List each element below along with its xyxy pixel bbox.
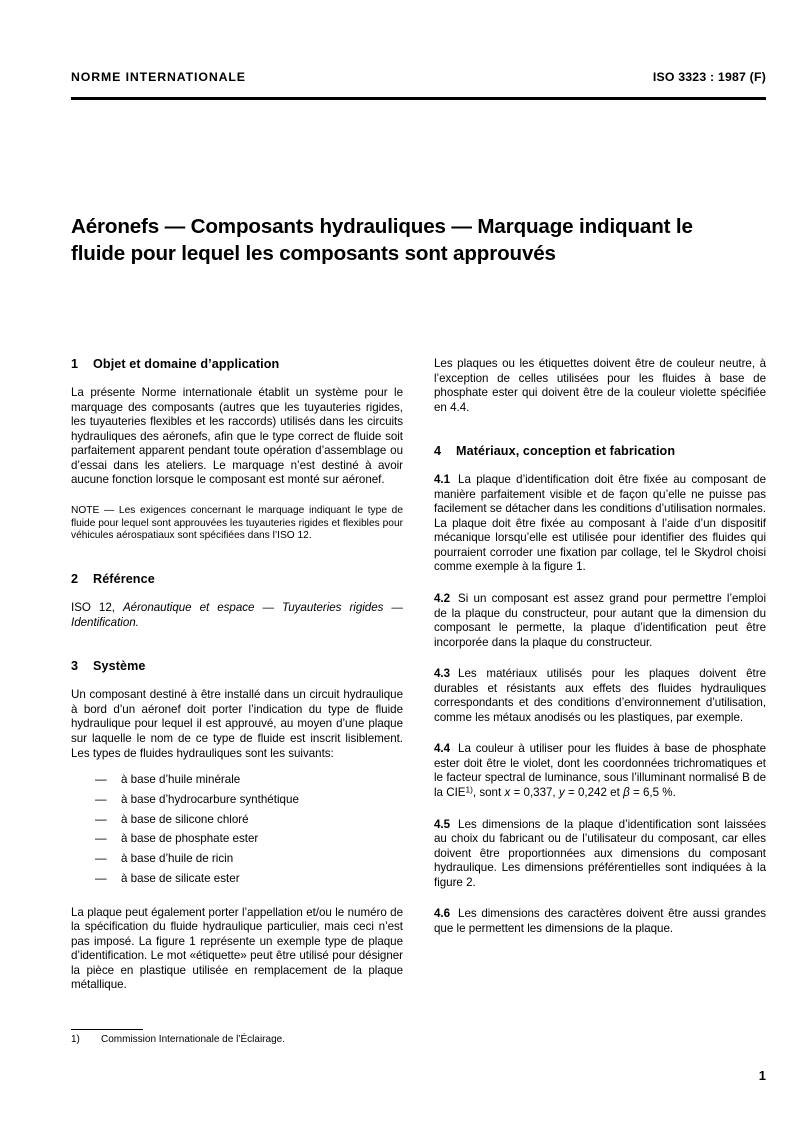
clause-number-4-5: 4.5 [434,817,451,831]
list-item [71,793,403,808]
footnote-text: Commission Internationale de l’Éclairage. [101,1034,285,1045]
footnote-divider-rule [71,1029,143,1030]
clause-text-4-4-part2: , sont [472,786,505,800]
list-item-label: à base d’hydrocarbure synthétique [121,792,299,806]
section-2-reference [71,601,403,630]
right-column-intro-paragraph: Les plaques ou les étiquettes doivent être de couleur neutre, à l’exception de celles utilisées pour les fluides à base de phosphate ester qui doivent être de la couleur violette spécifiée en 4.4. [434,357,766,414]
section-1-note: NOTE — Les exigences concernant le marquage indiquant le type de fluide pour lequel sont approuvées les tuyauteries rigides et flexibles pour véhicules aérospatiaux sont spécifiées dans l’ISO 12. [71,504,403,542]
value-x: = 0,337, [510,786,559,800]
clause-text-4-6: Les dimensions des caractères doivent être aussi grandes que le permettent les dimensions de la plaque. [434,907,766,935]
clause-text-4-3: Les matériaux utilisés pour les plaques doivent être durables et résistants aux effets des fluides hydrauliques correspondants et des conditions d’environnement d’utilisation, comme les métaux anodisés ou les plastiques, par exemple. [434,667,766,724]
clause-text-4-5: Les dimensions de la plaque d’identification sont laissées au choix du fabricant ou de l’utilisateur du composant, car elles doivent être proportionnées aux dimensions du composant hydraulique. Les dimensions préférentielles sont indiquées à la figure 2. [434,817,766,889]
clause-4-3 [434,667,766,725]
clause-number-4-2: 4.2 [434,592,451,606]
section-3-paragraph: Un composant destiné à être installé dans un circuit hydraulique à bord d’un aéronef doit porter l’indication du type de fluide hydraulique pour lequel il est approuvé, au moyen d’une plaque sur laquelle le nom de ce type de fluide est inscrit lisiblement. Les types de fluides hydrauliques sont les suivants: [71,688,403,760]
list-dash-icon: — [95,773,107,787]
section-title-1: Objet et domaine d’application [93,357,280,371]
value-y: = 0,242 et [564,786,624,800]
section-title-4: Matériaux, conception et fabrication [456,444,676,459]
list-dash-icon: — [95,792,107,806]
footnote-number: 1) [71,1034,80,1045]
clause-4-1 [434,473,766,575]
list-item-label: à base d’huile minérale [121,773,241,787]
section-number-4: 4 [434,444,442,459]
list-item-label: à base d’huile de ricin [121,852,234,866]
footnote-marker-cie: 1) [465,784,473,795]
list-dash-icon: — [95,812,107,826]
clause-number-4-6: 4.6 [434,907,451,921]
header-standard-type: NORME INTERNATIONALE [71,70,246,84]
variable-y: y [558,786,565,800]
clause-number-4-3: 4.3 [434,667,451,681]
list-item-label: à base de silicone chloré [121,812,249,826]
clause-4-4 [434,742,766,800]
list-item-label: à base de silicate ester [121,871,240,885]
clause-4-2 [434,592,766,650]
section-number-1: 1 [71,357,79,371]
clause-4-6 [434,907,766,936]
value-beta: = 6,5 %. [629,786,676,800]
left-column [71,357,403,993]
section-1-paragraph: La présente Norme internationale établit un système pour le marquage des composants (autres que les tuyauteries rigides, les tuyauteries flexibles et les raccords) utilisés dans les circuits hydrauliques des aéronefs, afin que le type correct de fluide soit parfaitement apparent pendant toute opération d’assemblage ou d’essai dans les ateliers. Le marquage n’est destiné à avoir aucune fonction lorsque le composant est monté sur aéronef. [71,386,403,487]
clause-number-4-1: 4.1 [434,473,451,487]
header-standard-reference: ISO 3323 : 1987 (F) [652,70,766,84]
header-divider-rule [71,97,766,100]
section-number-2: 2 [71,572,79,587]
clause-text-4-1: La plaque d’identification doit être fixée au composant de manière parfaitement visible et de façon qu’elle ne puisse pas facilement se détacher dans les conditions d’utilisation normales. La plaque doit être fixée au composant à l’aide d’un dispositif mécanique lorsqu’elle est utilisée pour identifier des fluides qui pourraient corroder une fixation par collage, tel le Skydrol choisi comme exemple à la figure 1. [434,473,766,574]
clause-text-4-2: Si un composant est assez grand pour permettre l’emploi de la plaque du constructeur, pour autant que la dimension du composant le permette, la plaque d’identification peut être incorporée dans la plaque du constructeur. [434,592,766,649]
list-dash-icon: — [95,832,107,846]
page-number: 1 [758,1068,766,1083]
list-item [71,872,403,887]
list-item [71,773,403,788]
list-item [71,852,403,867]
section-heading-4 [434,444,766,459]
clause-number-4-4: 4.4 [434,742,451,756]
variable-beta: β [623,786,630,800]
reference-prefix: ISO 12, [71,601,123,615]
section-title-2: Référence [93,572,155,587]
page-header [71,70,766,84]
section-heading-3 [71,659,403,674]
right-column [434,357,766,936]
variable-x: x [504,786,511,800]
list-item-label: à base de phosphate ester [121,832,259,846]
clause-text-4-4-part1: La couleur à utiliser pour les fluides à base de phosphate ester doit être le violet, dont les coordonnées trichromatiques et le facteur spectral de luminance, sous l’illuminant normalisé B de la CIE [434,742,766,800]
clause-4-5 [434,818,766,891]
section-3-closing-paragraph: La plaque peut également porter l’appellation et/ou le numéro de la spécification du fluide hydraulique particulier, mais ceci n’est pas imposé. La figure 1 représente un exemple type de plaque d’identification. Le mot «étiquette» peut être utilisé pour désigner la pièce en plastique utilisée en remplacement de la plaque métallique. [71,905,403,992]
page-title: Aéronefs — Composants hydrauliques — Marquage indiquant le fluide pour lequel les composants sont approuvés [71,214,693,266]
reference-title-italic: Aéronautique et espace — Tuyauteries rigides — Identification. [71,601,403,629]
section-number-3: 3 [71,659,79,674]
list-dash-icon: — [95,852,107,866]
list-item [71,813,403,828]
fluid-types-list [71,773,403,887]
list-dash-icon: — [95,871,107,885]
list-item [71,832,403,847]
section-heading-1 [71,357,403,372]
footnote [71,1033,471,1046]
section-title-3: Système [93,659,146,674]
section-heading-2 [71,572,403,587]
